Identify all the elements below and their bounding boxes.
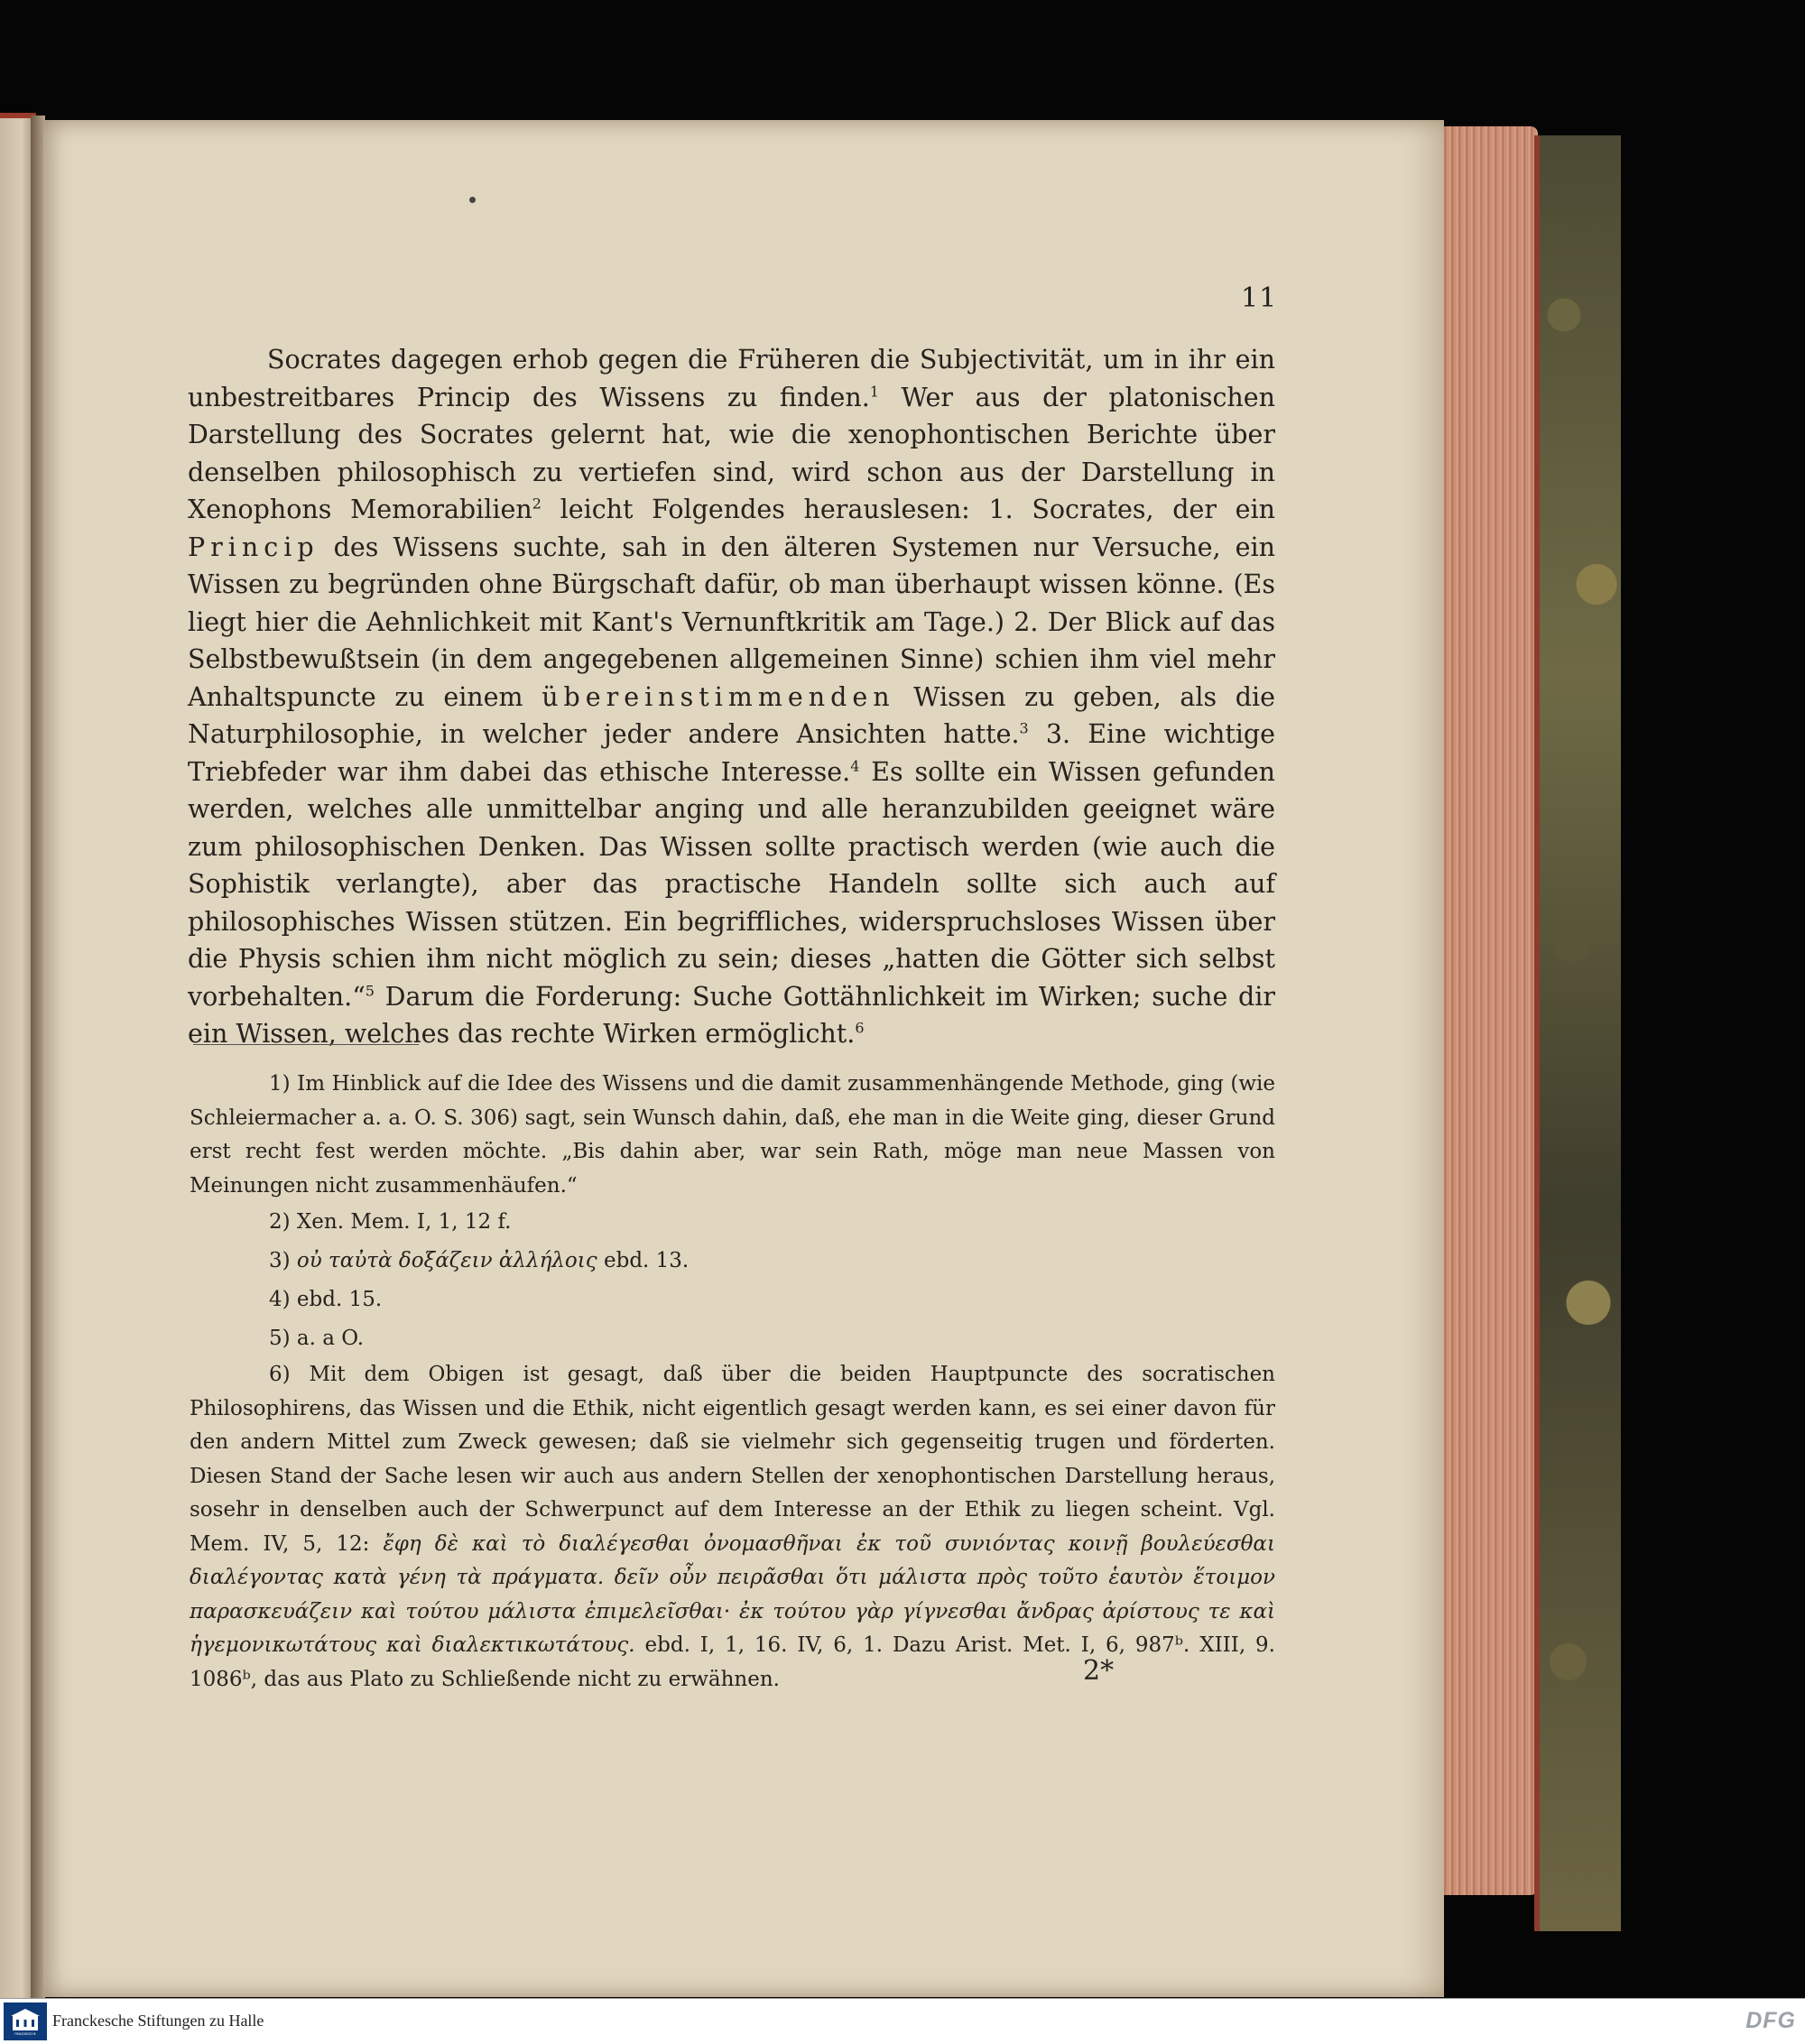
text-segment: 3. Eine wichtige Triebfeder war ihm dabei das ethische Interesse. bbox=[188, 719, 1276, 787]
footnote-ref: 1 bbox=[869, 383, 879, 400]
viewer-footer bbox=[0, 1998, 1805, 2044]
footnote-divider bbox=[193, 1044, 419, 1045]
institution-logo[interactable] bbox=[4, 2002, 47, 2040]
footnote-text: ebd. I, 1, 16. IV, 6, 1. Dazu Arist. Met. I, 6, 987ᵇ. XIII, 9. 1086ᵇ, das aus Plato zu Schließende nicht zu erwähnen. bbox=[190, 1633, 1275, 1691]
building-icon bbox=[10, 2007, 41, 2036]
institution-name[interactable]: Franckesche Stiftungen zu Halle bbox=[52, 2012, 264, 2030]
footnote-label: 3) bbox=[269, 1249, 297, 1272]
footnote-ref: 3 bbox=[1019, 719, 1029, 737]
text-segment: leicht Folgendes herauslesen: 1. Socrates, der ein bbox=[541, 495, 1276, 524]
footnote-2: 2) Xen. Mem. I, 1, 12 f. bbox=[269, 1210, 512, 1234]
footnote-5: 5) a. a O. bbox=[269, 1327, 365, 1350]
footnote-ref: 6 bbox=[855, 1019, 865, 1037]
footnote-1: 1) Im Hinblick auf die Idee des Wissens und die damit zusammenhängende Methode, ging (wie Schleiermacher a. a. O. S. 306) sagt, sein Wunsch dahin, daß, ehe man in die Weite ging, dieser Grund erst recht fest werden möchte. „Bis dahin aber, war sein Rath, möge man neue Massen von Meinungen nicht zusammenhäufen.“ bbox=[190, 1072, 1275, 1198]
marbled-cover bbox=[1534, 135, 1621, 1931]
text-segment: des Wissens suchte, sah in den älteren Systemen nur Versuche, ein Wissen zu begründen ohne Bürgschaft dafür, ob man überhaupt wissen könne. (Es liegt hier die Aehnlichkeit mit Kant's Vernunftkritik am Tage.) 2. Der Blick auf das Selbstbewußtsein (in dem angegebenen allgemeinen Sinne) schien ihm viel mehr Anhaltspuncte zu einem bbox=[188, 532, 1275, 712]
footnote-3 bbox=[190, 1242, 1275, 1281]
text-segment: Wissen zu geben, als die Naturphilosophie, in welcher jeder andere Ansichten hatte. bbox=[188, 681, 1275, 749]
footnote-ref: 4 bbox=[850, 757, 860, 774]
footnote-6 bbox=[190, 1358, 1275, 1697]
page-edges bbox=[1440, 126, 1538, 1895]
spaced-emphasis: Princip bbox=[188, 532, 319, 562]
footnotes bbox=[190, 1068, 1275, 1697]
greek-quote: ἔφη δὲ καὶ τὸ διαλέγεσθαι ὀνομασθῆναι ἐκ τοῦ συνιόντας κοινῇ βουλεύεσθαι διαλέγοντας κατὰ γένη τὰ πράγματα. δεῖν οὖν πειρᾶσθαι ὅτι μάλιστα πρὸς τοῦτο ἑαυτὸν ἕτοιμον παρασκευάζειν καὶ τούτου μάλιστα ἐπιμελεῖσθαι· ἐκ τούτου γὰρ γίγνεσθαι ἄνδρας ἀρίστους τε καὶ ἡγεμονικωτάτους καὶ διαλεκτικωτάτους. bbox=[190, 1531, 1275, 1657]
footnote-text: 6) Mit dem Obigen ist gesagt, daß über die beiden Hauptpuncte des socratischen Philosophirens, das Wissen und die Ethik, nicht eigentlich gesagt werden kann, es sei einer davon für den andern Mittel zum Zweck gewesen; daß sie vielmehr sich gegenseitig trugen und förderten. Diesen Stand der Sache lesen wir auch aus andern Stellen der xenophontischen Darstellung heraus, sosehr in denselben auch der Schwerpunct auf dem Interesse an der Ethik zu liegen scheint. Vgl. Mem. IV, 5, 12: bbox=[190, 1363, 1275, 1556]
footnote-4: 4) ebd. 15. bbox=[269, 1288, 383, 1311]
sheet-signature: 2* bbox=[1083, 1655, 1115, 1687]
svg-text:FRANCKESCHE: FRANCKESCHE bbox=[14, 2032, 36, 2036]
text-segment: Darum die Forderung: Suche Gottähnlichkeit im Wirken; suche dir ein Wissen, welches das rechte Wirken ermöglicht. bbox=[188, 981, 1275, 1049]
ink-spot bbox=[469, 197, 476, 203]
text-segment: Wer aus der platonischen Darstellung des Socrates gelernt hat, wie die xenophontischen Berichte über denselben philosophisch zu vertiefen sind, wird schon aus der Darstellung in Xenophons Memorabilien bbox=[188, 382, 1276, 524]
footnote-text: ebd. 13. bbox=[597, 1249, 690, 1272]
dfg-logo[interactable]: DFG bbox=[1745, 2008, 1796, 2033]
text-segment: Socrates dagegen erhob gegen die Früheren die Subjectivität, um in ihr ein unbestreitbares Princip des Wissens zu finden. bbox=[188, 345, 1275, 412]
main-paragraph bbox=[188, 341, 1275, 1053]
spaced-emphasis: übereinstimmenden bbox=[542, 681, 895, 712]
footnote-ref: 5 bbox=[365, 982, 375, 999]
page-number: 11 bbox=[1241, 282, 1278, 314]
greek-quote: οὐ ταὐτὰ δοξάζειν ἀλλήλοις bbox=[296, 1249, 597, 1272]
text-segment: Es sollte ein Wissen gefunden werden, welches alle unmittelbar anging und alle heranzubilden geeignet wäre zum philosophischen Denken. Das Wissen sollte practisch werden (wie auch die Sophistik verlangte), aber das practische Handeln sollte sich auch auf philosophisches Wissen stützen. Ein begriffliches, widerspruchsloses Wissen über die Physis schien ihm nicht möglich zu sein; dieses „hatten die Götter sich selbst vorbehalten.“ bbox=[188, 756, 1275, 1012]
footnote-ref: 2 bbox=[532, 495, 542, 513]
